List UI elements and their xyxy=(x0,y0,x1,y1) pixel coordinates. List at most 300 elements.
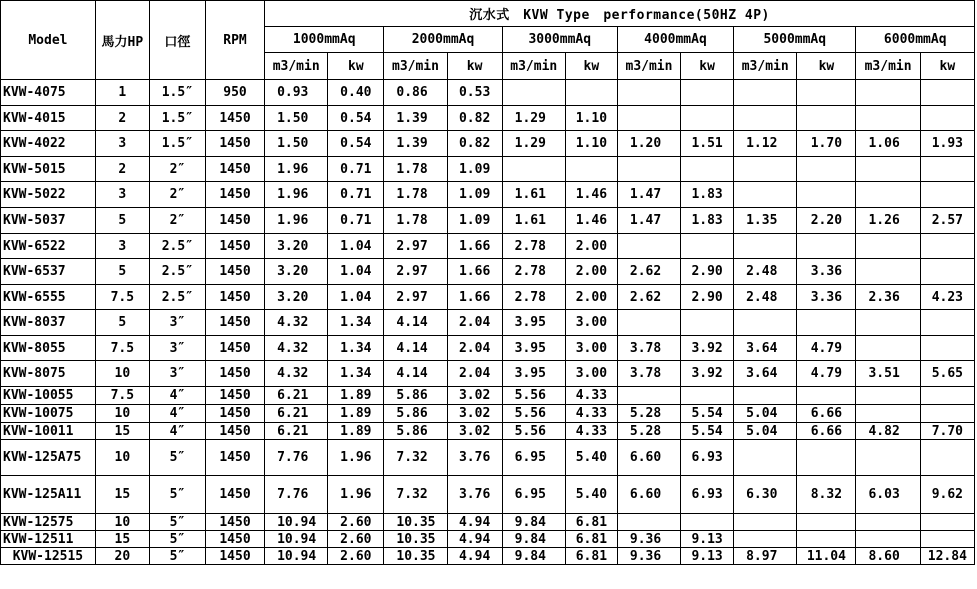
flow-cell xyxy=(734,387,797,405)
power-cell: 5.54 xyxy=(681,405,734,423)
power-cell: 1.51 xyxy=(681,131,734,157)
rpm-cell: 1450 xyxy=(205,476,264,514)
flow-cell: 6.95 xyxy=(502,440,565,476)
power-cell: 6.81 xyxy=(565,548,617,565)
hp-cell: 3 xyxy=(95,131,149,157)
power-cell: 2.00 xyxy=(565,285,617,310)
bore-cell: 5″ xyxy=(149,440,205,476)
bore-cell: 1.5″ xyxy=(149,80,205,106)
flow-cell: 8.97 xyxy=(734,548,797,565)
model-cell: KVW-8055 xyxy=(1,336,96,361)
pressure-header: 4000mmAq xyxy=(617,27,733,53)
flow-unit-header: m3/min xyxy=(384,53,447,80)
flow-cell: 1.78 xyxy=(384,208,447,234)
power-unit-header: kw xyxy=(681,53,734,80)
table-row xyxy=(1,234,975,259)
power-cell xyxy=(797,531,856,548)
power-cell: 9.62 xyxy=(920,476,974,514)
flow-unit-header: m3/min xyxy=(502,53,565,80)
rpm-cell: 950 xyxy=(205,80,264,106)
power-cell xyxy=(797,157,856,182)
power-cell: 0.71 xyxy=(328,208,384,234)
flow-cell xyxy=(734,514,797,531)
power-cell: 4.94 xyxy=(447,531,502,548)
hp-cell: 1 xyxy=(95,80,149,106)
flow-cell xyxy=(502,80,565,106)
power-cell xyxy=(920,234,974,259)
model-cell: KVW-5037 xyxy=(1,208,96,234)
flow-cell: 0.93 xyxy=(265,80,328,106)
power-cell: 3.92 xyxy=(681,361,734,387)
flow-cell: 8.60 xyxy=(856,548,920,565)
pressure-header: 2000mmAq xyxy=(384,27,502,53)
bore-cell: 3″ xyxy=(149,336,205,361)
flow-cell: 2.97 xyxy=(384,259,447,285)
model-cell: KVW-5015 xyxy=(1,157,96,182)
flow-cell: 1.96 xyxy=(265,182,328,208)
power-cell: 3.76 xyxy=(447,476,502,514)
flow-unit-header: m3/min xyxy=(734,53,797,80)
bore-cell: 5″ xyxy=(149,514,205,531)
header-bore: 口徑 xyxy=(149,1,205,80)
flow-cell: 1.61 xyxy=(502,208,565,234)
model-cell: KVW-4015 xyxy=(1,106,96,131)
flow-cell: 5.28 xyxy=(617,423,680,440)
power-cell xyxy=(920,259,974,285)
bore-cell: 3″ xyxy=(149,310,205,336)
flow-cell: 2.78 xyxy=(502,259,565,285)
bore-cell: 4″ xyxy=(149,423,205,440)
flow-cell xyxy=(856,310,920,336)
bore-cell: 5″ xyxy=(149,548,205,565)
power-cell: 1.89 xyxy=(328,387,384,405)
flow-cell xyxy=(856,259,920,285)
bore-cell: 2.5″ xyxy=(149,259,205,285)
power-cell: 2.00 xyxy=(565,234,617,259)
power-cell: 1.09 xyxy=(447,208,502,234)
power-cell: 1.89 xyxy=(328,405,384,423)
flow-cell: 7.32 xyxy=(384,440,447,476)
power-cell: 4.94 xyxy=(447,514,502,531)
hp-cell: 10 xyxy=(95,514,149,531)
power-cell: 3.76 xyxy=(447,440,502,476)
flow-cell: 5.86 xyxy=(384,423,447,440)
flow-cell: 7.76 xyxy=(265,440,328,476)
power-cell xyxy=(797,182,856,208)
flow-cell: 3.95 xyxy=(502,310,565,336)
power-cell: 4.33 xyxy=(565,405,617,423)
power-cell: 4.79 xyxy=(797,361,856,387)
flow-cell xyxy=(617,310,680,336)
power-cell xyxy=(920,310,974,336)
power-cell: 1.09 xyxy=(447,182,502,208)
power-cell xyxy=(920,182,974,208)
flow-cell: 1.50 xyxy=(265,106,328,131)
flow-cell: 3.64 xyxy=(734,336,797,361)
flow-cell: 3.20 xyxy=(265,285,328,310)
header-rpm: RPM xyxy=(205,1,264,80)
power-cell: 1.83 xyxy=(681,208,734,234)
power-cell xyxy=(797,106,856,131)
rpm-cell: 1450 xyxy=(205,548,264,565)
power-cell: 3.02 xyxy=(447,387,502,405)
power-cell: 5.65 xyxy=(920,361,974,387)
power-unit-header: kw xyxy=(565,53,617,80)
power-cell xyxy=(920,80,974,106)
flow-cell: 3.95 xyxy=(502,361,565,387)
model-cell: KVW-125A11 xyxy=(1,476,96,514)
flow-cell: 1.35 xyxy=(734,208,797,234)
power-cell: 1.93 xyxy=(920,131,974,157)
rpm-cell: 1450 xyxy=(205,361,264,387)
rpm-cell: 1450 xyxy=(205,440,264,476)
power-cell: 1.66 xyxy=(447,234,502,259)
hp-cell: 15 xyxy=(95,531,149,548)
flow-cell xyxy=(617,514,680,531)
flow-cell xyxy=(502,157,565,182)
power-cell: 4.79 xyxy=(797,336,856,361)
power-cell: 1.46 xyxy=(565,208,617,234)
flow-cell: 1.61 xyxy=(502,182,565,208)
flow-cell: 10.94 xyxy=(265,548,328,565)
flow-cell: 1.47 xyxy=(617,208,680,234)
pressure-header: 5000mmAq xyxy=(734,27,856,53)
flow-cell: 1.20 xyxy=(617,131,680,157)
power-unit-header: kw xyxy=(920,53,974,80)
flow-cell: 2.62 xyxy=(617,285,680,310)
flow-cell: 10.35 xyxy=(384,531,447,548)
model-cell: KVW-12511 xyxy=(1,531,96,548)
rpm-cell: 1450 xyxy=(205,405,264,423)
flow-cell: 6.21 xyxy=(265,405,328,423)
flow-cell: 9.84 xyxy=(502,514,565,531)
flow-cell: 1.39 xyxy=(384,131,447,157)
bore-cell: 5″ xyxy=(149,476,205,514)
power-cell xyxy=(797,310,856,336)
flow-cell: 3.20 xyxy=(265,234,328,259)
power-cell xyxy=(920,106,974,131)
power-cell: 1.10 xyxy=(565,131,617,157)
flow-cell: 3.20 xyxy=(265,259,328,285)
table-row xyxy=(1,336,975,361)
rpm-cell: 1450 xyxy=(205,531,264,548)
flow-cell: 2.62 xyxy=(617,259,680,285)
model-cell: KVW-8075 xyxy=(1,361,96,387)
power-cell: 1.66 xyxy=(447,259,502,285)
table-row xyxy=(1,106,975,131)
hp-cell: 15 xyxy=(95,476,149,514)
flow-cell xyxy=(617,106,680,131)
power-cell: 1.34 xyxy=(328,336,384,361)
power-cell: 6.81 xyxy=(565,531,617,548)
power-cell xyxy=(681,387,734,405)
hp-cell: 10 xyxy=(95,440,149,476)
flow-cell: 2.97 xyxy=(384,285,447,310)
flow-cell: 9.84 xyxy=(502,548,565,565)
flow-cell: 3.95 xyxy=(502,336,565,361)
flow-cell: 1.29 xyxy=(502,106,565,131)
flow-cell xyxy=(734,182,797,208)
header-hp: 馬力HP xyxy=(95,1,149,80)
power-cell xyxy=(797,234,856,259)
power-cell: 3.36 xyxy=(797,285,856,310)
table-row xyxy=(1,157,975,182)
power-cell: 1.96 xyxy=(328,440,384,476)
power-cell: 6.81 xyxy=(565,514,617,531)
bore-cell: 2″ xyxy=(149,208,205,234)
hp-cell: 2 xyxy=(95,157,149,182)
power-unit-header: kw xyxy=(328,53,384,80)
flow-unit-header: m3/min xyxy=(856,53,920,80)
flow-cell xyxy=(856,106,920,131)
model-cell: KVW-12575 xyxy=(1,514,96,531)
table-row xyxy=(1,131,975,157)
power-cell: 2.04 xyxy=(447,310,502,336)
power-cell: 2.04 xyxy=(447,336,502,361)
flow-cell: 5.28 xyxy=(617,405,680,423)
flow-cell: 0.86 xyxy=(384,80,447,106)
flow-cell xyxy=(856,157,920,182)
rpm-cell: 1450 xyxy=(205,514,264,531)
table-row xyxy=(1,259,975,285)
flow-cell xyxy=(856,387,920,405)
power-cell: 1.83 xyxy=(681,182,734,208)
hp-cell: 5 xyxy=(95,208,149,234)
flow-cell: 9.36 xyxy=(617,548,680,565)
rpm-cell: 1450 xyxy=(205,310,264,336)
flow-cell xyxy=(856,531,920,548)
power-cell: 4.33 xyxy=(565,423,617,440)
rpm-cell: 1450 xyxy=(205,423,264,440)
power-cell: 0.82 xyxy=(447,106,502,131)
flow-cell: 2.78 xyxy=(502,234,565,259)
power-cell: 2.60 xyxy=(328,548,384,565)
power-cell: 2.20 xyxy=(797,208,856,234)
rpm-cell: 1450 xyxy=(205,387,264,405)
flow-cell: 6.03 xyxy=(856,476,920,514)
flow-cell: 6.21 xyxy=(265,387,328,405)
power-unit-header: kw xyxy=(797,53,856,80)
power-cell: 1.09 xyxy=(447,157,502,182)
power-cell: 0.82 xyxy=(447,131,502,157)
table-row xyxy=(1,476,975,514)
flow-cell: 7.76 xyxy=(265,476,328,514)
flow-cell: 4.14 xyxy=(384,361,447,387)
table-row xyxy=(1,310,975,336)
flow-cell: 1.39 xyxy=(384,106,447,131)
flow-cell: 5.56 xyxy=(502,423,565,440)
power-cell: 1.89 xyxy=(328,423,384,440)
bore-cell: 2.5″ xyxy=(149,285,205,310)
rpm-cell: 1450 xyxy=(205,234,264,259)
bore-cell: 5″ xyxy=(149,531,205,548)
flow-cell xyxy=(617,234,680,259)
model-cell: KVW-10011 xyxy=(1,423,96,440)
flow-cell: 5.56 xyxy=(502,387,565,405)
power-cell xyxy=(797,514,856,531)
bore-cell: 3″ xyxy=(149,361,205,387)
flow-cell xyxy=(734,106,797,131)
power-cell xyxy=(797,387,856,405)
power-cell: 4.23 xyxy=(920,285,974,310)
flow-cell xyxy=(856,80,920,106)
flow-cell: 1.96 xyxy=(265,157,328,182)
flow-cell xyxy=(734,234,797,259)
hp-cell: 2 xyxy=(95,106,149,131)
bore-cell: 4″ xyxy=(149,387,205,405)
bore-cell: 1.5″ xyxy=(149,106,205,131)
flow-cell xyxy=(856,514,920,531)
power-cell: 1.10 xyxy=(565,106,617,131)
hp-cell: 10 xyxy=(95,361,149,387)
flow-cell: 5.56 xyxy=(502,405,565,423)
flow-cell: 5.86 xyxy=(384,405,447,423)
flow-cell xyxy=(617,80,680,106)
power-cell xyxy=(920,531,974,548)
flow-cell xyxy=(856,234,920,259)
power-cell: 0.71 xyxy=(328,182,384,208)
model-cell: KVW-4022 xyxy=(1,131,96,157)
flow-cell: 1.96 xyxy=(265,208,328,234)
power-cell: 11.04 xyxy=(797,548,856,565)
hp-cell: 7.5 xyxy=(95,336,149,361)
power-cell: 3.92 xyxy=(681,336,734,361)
bore-cell: 2″ xyxy=(149,157,205,182)
flow-cell: 1.47 xyxy=(617,182,680,208)
model-cell: KVW-6555 xyxy=(1,285,96,310)
power-cell: 6.66 xyxy=(797,405,856,423)
table-row xyxy=(1,182,975,208)
flow-cell: 2.78 xyxy=(502,285,565,310)
power-cell: 3.36 xyxy=(797,259,856,285)
flow-cell: 2.48 xyxy=(734,259,797,285)
power-cell: 5.40 xyxy=(565,440,617,476)
flow-cell: 4.14 xyxy=(384,336,447,361)
flow-unit-header: m3/min xyxy=(265,53,328,80)
power-cell: 2.57 xyxy=(920,208,974,234)
power-cell: 3.00 xyxy=(565,310,617,336)
header-model: Model xyxy=(1,1,96,80)
power-cell: 5.40 xyxy=(565,476,617,514)
flow-cell: 10.94 xyxy=(265,514,328,531)
power-cell xyxy=(565,80,617,106)
power-cell: 9.13 xyxy=(681,531,734,548)
model-cell: KVW-125A75 xyxy=(1,440,96,476)
power-cell: 2.90 xyxy=(681,285,734,310)
flow-cell xyxy=(734,310,797,336)
flow-cell: 5.04 xyxy=(734,423,797,440)
model-cell: KVW-10075 xyxy=(1,405,96,423)
flow-cell: 7.32 xyxy=(384,476,447,514)
power-cell: 0.40 xyxy=(328,80,384,106)
power-cell: 3.02 xyxy=(447,405,502,423)
power-cell xyxy=(681,80,734,106)
model-cell: KVW-6522 xyxy=(1,234,96,259)
flow-cell: 1.12 xyxy=(734,131,797,157)
hp-cell: 3 xyxy=(95,234,149,259)
power-cell xyxy=(681,310,734,336)
power-cell xyxy=(681,157,734,182)
flow-cell: 9.84 xyxy=(502,531,565,548)
table-row xyxy=(1,285,975,310)
power-cell: 1.34 xyxy=(328,310,384,336)
model-cell: KVW-12515 xyxy=(1,548,96,565)
power-cell xyxy=(920,514,974,531)
model-cell: KVW-10055 xyxy=(1,387,96,405)
flow-cell: 10.94 xyxy=(265,531,328,548)
power-cell: 0.54 xyxy=(328,131,384,157)
flow-cell: 4.32 xyxy=(265,310,328,336)
flow-cell: 2.97 xyxy=(384,234,447,259)
power-cell: 1.66 xyxy=(447,285,502,310)
hp-cell: 7.5 xyxy=(95,285,149,310)
table-row xyxy=(1,440,975,476)
power-cell: 4.94 xyxy=(447,548,502,565)
power-cell: 6.66 xyxy=(797,423,856,440)
power-cell: 0.53 xyxy=(447,80,502,106)
power-cell: 2.60 xyxy=(328,531,384,548)
flow-cell: 2.36 xyxy=(856,285,920,310)
table-title: 沉水式 KVW Type performance(50HZ 4P) xyxy=(265,1,975,27)
table-row xyxy=(1,405,975,423)
flow-cell: 1.26 xyxy=(856,208,920,234)
table-row xyxy=(1,514,975,531)
power-cell: 1.96 xyxy=(328,476,384,514)
power-cell: 6.93 xyxy=(681,440,734,476)
flow-cell: 9.36 xyxy=(617,531,680,548)
flow-cell: 6.21 xyxy=(265,423,328,440)
flow-cell xyxy=(734,440,797,476)
power-cell: 12.84 xyxy=(920,548,974,565)
hp-cell: 3 xyxy=(95,182,149,208)
power-cell: 1.04 xyxy=(328,285,384,310)
rpm-cell: 1450 xyxy=(205,285,264,310)
flow-cell: 4.32 xyxy=(265,336,328,361)
power-cell xyxy=(920,405,974,423)
power-cell: 0.54 xyxy=(328,106,384,131)
pressure-header: 3000mmAq xyxy=(502,27,617,53)
power-cell: 1.34 xyxy=(328,361,384,387)
table-row xyxy=(1,80,975,106)
model-cell: KVW-6537 xyxy=(1,259,96,285)
bore-cell: 4″ xyxy=(149,405,205,423)
rpm-cell: 1450 xyxy=(205,208,264,234)
power-cell: 1.70 xyxy=(797,131,856,157)
rpm-cell: 1450 xyxy=(205,336,264,361)
power-cell: 2.04 xyxy=(447,361,502,387)
flow-cell: 1.29 xyxy=(502,131,565,157)
model-cell: KVW-8037 xyxy=(1,310,96,336)
model-cell: KVW-4075 xyxy=(1,80,96,106)
bore-cell: 2″ xyxy=(149,182,205,208)
flow-cell: 2.48 xyxy=(734,285,797,310)
table-row xyxy=(1,361,975,387)
flow-cell xyxy=(734,80,797,106)
flow-cell: 1.50 xyxy=(265,131,328,157)
power-cell: 3.00 xyxy=(565,336,617,361)
flow-cell: 1.78 xyxy=(384,157,447,182)
flow-unit-header: m3/min xyxy=(617,53,680,80)
hp-cell: 5 xyxy=(95,310,149,336)
flow-cell xyxy=(856,336,920,361)
power-cell: 9.13 xyxy=(681,548,734,565)
power-cell: 8.32 xyxy=(797,476,856,514)
flow-cell: 6.95 xyxy=(502,476,565,514)
power-cell: 3.02 xyxy=(447,423,502,440)
flow-cell xyxy=(856,182,920,208)
power-cell: 0.71 xyxy=(328,157,384,182)
power-cell xyxy=(681,106,734,131)
